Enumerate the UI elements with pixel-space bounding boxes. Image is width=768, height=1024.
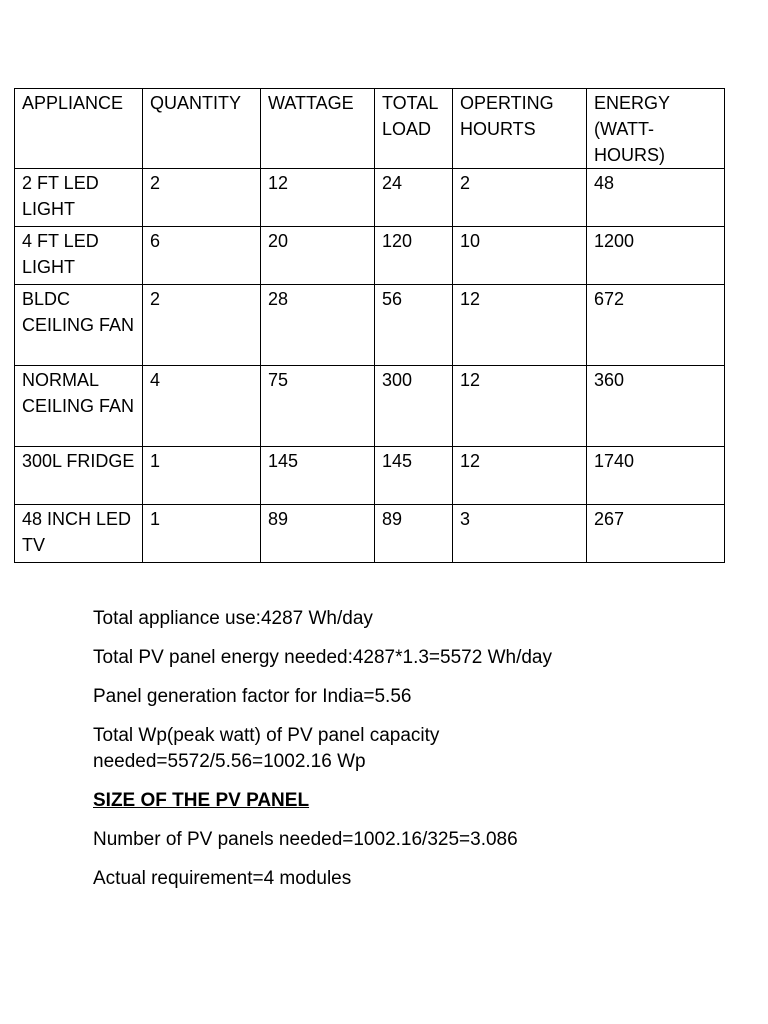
cell-wattage: 20 — [261, 227, 375, 285]
total-wp-text: Total Wp(peak watt) of PV panel capacity needed=5572/5.56=1002.16 Wp — [93, 725, 440, 772]
appliance-load-table — [14, 88, 725, 563]
cell-quantity: 4 — [143, 366, 261, 447]
cell-operating-hours: 12 — [453, 447, 587, 505]
table-header-row — [15, 89, 725, 169]
total-appliance-use-text: Total appliance use:4287 Wh/day — [93, 608, 373, 629]
table-row — [15, 227, 725, 285]
table-row — [15, 447, 725, 505]
cell-wattage: 12 — [261, 169, 375, 227]
cell-quantity: 1 — [143, 505, 261, 563]
header-appliance: APPLIANCE — [15, 89, 143, 169]
cell-total-load: 300 — [375, 366, 453, 447]
cell-total-load: 56 — [375, 285, 453, 366]
cell-appliance: 2 FT LED LIGHT — [15, 169, 143, 227]
total-pv-energy-text: Total PV panel energy needed:4287*1.3=5572 Wh/day — [93, 647, 552, 668]
cell-appliance: 48 INCH LED TV — [15, 505, 143, 563]
table-row — [15, 505, 725, 563]
header-quantity: QUANTITY — [143, 89, 261, 169]
table-row — [15, 169, 725, 227]
header-operating-hours: OPERTING HOURTS — [453, 89, 587, 169]
cell-operating-hours: 10 — [453, 227, 587, 285]
cell-wattage: 145 — [261, 447, 375, 505]
calculation-notes — [93, 606, 733, 905]
cell-wattage: 75 — [261, 366, 375, 447]
cell-wattage: 28 — [261, 285, 375, 366]
table-row — [15, 366, 725, 447]
cell-operating-hours: 2 — [453, 169, 587, 227]
cell-quantity: 2 — [143, 169, 261, 227]
cell-quantity: 6 — [143, 227, 261, 285]
cell-energy: 267 — [587, 505, 725, 563]
header-wattage: WATTAGE — [261, 89, 375, 169]
cell-energy: 1740 — [587, 447, 725, 505]
cell-appliance: NORMAL CEILING FAN — [15, 366, 143, 447]
cell-energy: 48 — [587, 169, 725, 227]
cell-total-load: 89 — [375, 505, 453, 563]
size-of-pv-panel-heading: SIZE OF THE PV PANEL — [93, 790, 310, 811]
cell-operating-hours: 3 — [453, 505, 587, 563]
cell-operating-hours: 12 — [453, 285, 587, 366]
cell-energy: 672 — [587, 285, 725, 366]
cell-wattage: 89 — [261, 505, 375, 563]
cell-energy: 360 — [587, 366, 725, 447]
panels-needed-text: Number of PV panels needed=1002.16/325=3.086 — [93, 829, 518, 850]
table-row — [15, 285, 725, 366]
cell-total-load: 145 — [375, 447, 453, 505]
generation-factor-text: Panel generation factor for India=5.56 — [93, 686, 412, 707]
actual-requirement-text: Actual requirement=4 modules — [93, 868, 352, 889]
cell-total-load: 24 — [375, 169, 453, 227]
cell-appliance: BLDC CEILING FAN — [15, 285, 143, 366]
cell-appliance: 300L FRIDGE — [15, 447, 143, 505]
cell-operating-hours: 12 — [453, 366, 587, 447]
cell-quantity: 1 — [143, 447, 261, 505]
cell-energy: 1200 — [587, 227, 725, 285]
cell-quantity: 2 — [143, 285, 261, 366]
cell-total-load: 120 — [375, 227, 453, 285]
cell-appliance: 4 FT LED LIGHT — [15, 227, 143, 285]
header-energy: ENERGY (WATT- HOURS) — [587, 89, 725, 169]
header-total-load: TOTAL LOAD — [375, 89, 453, 169]
